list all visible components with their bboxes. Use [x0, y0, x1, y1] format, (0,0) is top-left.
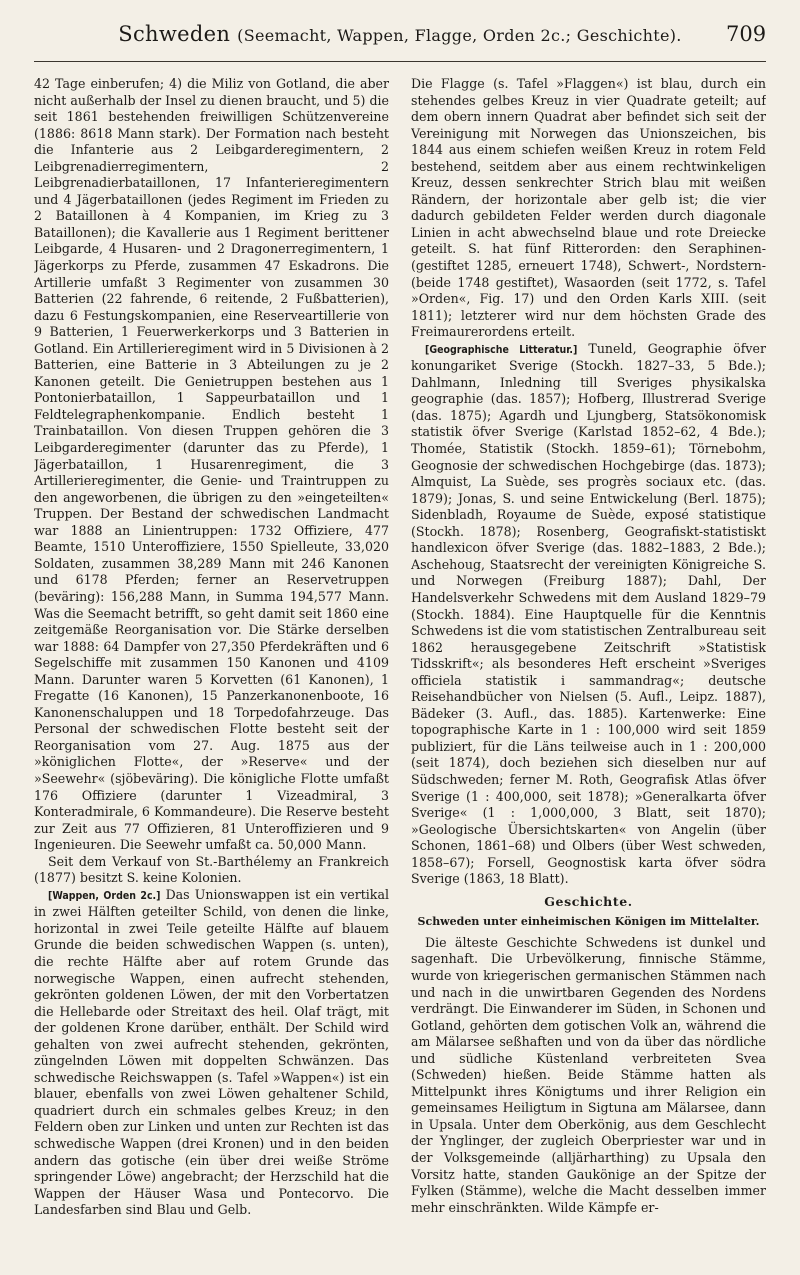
run-in-heading-arms: [Wappen, Orden 2c.] [48, 889, 161, 902]
paragraph-military-forces: 42 Tage einberufen; 4) die Miliz von Gotland, die aber nicht außerhalb der Insel zu dienen braucht, und 5) die seit 1861 bestehenden freiwilligen Schützenvereine (1886: 8618 Mann stark). Der Formation nach besteht die Infanterie aus 2 Leibgarderegimentern, 2 Leibgrenadierregimentern, 2 Leibgrenadierbataillonen, 17 Infanterieregimentern und 4 Jägerbataillonen (jedes Regiment im Frieden zu 2 Bataillonen à 4 Kompanien, im Krieg zu 3 Bataillonen); die Kavallerie aus 1 Regiment berittener Leibgarde, 4 Husaren- und 2 Dragonerregimentern, 1 Jägerkorps zu Pferde, zusammen 47 Eskadrons. Die Artillerie umfaßt 3 Regimenter von zusammen 30 Batterien (22 fahrende, 6 reitende, 2 Fußbatterien), dazu 6 Festungskompanien, eine Reserveartillerie von 9 Batterien, 1 Feuerwerkerkorps und 3 Batterien in Gotland. Ein Artillerieregiment wird in 5 Divisionen à 2 Batterien, eine Batterie in 3 Abteilungen zu je 2 Kanonen geteilt. Die Genietruppen bestehen aus 1 Pontonierbataillon, 1 Sappeurbataillon und 1 Feldtelegraphenkompanie. Endlich besteht 1 Trainbataillon. Von diesen Truppen gehören die 3 Leibgarderegimenter (darunter das zu Pferde), 1 Jägerbataillon, 1 Husarenregiment, die 3 Artillerieregimenter, die Genie- und Traintruppen zu den angeworbenen, die übrigen zu den »eingeteilten« Truppen. Der Bestand der schwedischen Landmacht war 1888 an Linientruppen: 1732 Offiziere, 477 Beamte, 1510 Unteroffiziere, 1550 Spielleute, 33,020 Soldaten, zusammen 38,289 Mann mit 246 Kanonen und 6178 Pferden; ferner an Reservetruppen (beväring): 156,288 Mann, in Summa 194,577 Mann. Was die Seemacht betrifft, so geht damit seit 1860 eine zeitgemäße Reorganisation vor. Die Stärke derselben war 1888: 64 Dampfer von 27,350 Pferdekräften und 6 Segelschiffe mit zusammen 150 Kanonen und 4109 Mann. Darunter waren 5 Korvetten (61 Kanonen), 1 Fregatte (16 Kanonen), 15 Panzerkanonenboote, 16 Kanonenschaluppen und 18 Torpedofahrzeuge. Das Personal der schwedischen Flotte besteht seit der Reorganisation vom 27. Aug. 1875 aus der »königlichen Flotte«, der »Reserve« und der »Seewehr« (sjöbeväring). Die königliche Flotte umfaßt 176 Offiziere (darunter 1 Vizeadmiral, 3 Konteradmirale, 6 Kommandeure). Die Reserve besteht zur Zeit aus 77 Offizieren, 81 Unteroffizieren und 9 Ingenieuren. Die Seewehr umfaßt ca. 50,000 Mann. [34, 76, 389, 853]
subsection-heading-middle-ages: Schweden unter einheimischen Königen im Mittelalter. [417, 915, 760, 929]
paragraph-coat-of-arms [34, 887, 389, 1219]
page-number: 709 [726, 22, 767, 46]
section-heading-history: Geschichte. [544, 893, 633, 909]
running-title-subtitle: (Seemacht, Wappen, Flagge, Orden 2c.; Geschichte). [237, 26, 682, 45]
run-in-heading-literature: [Geographische Litteratur.] [425, 343, 578, 356]
running-title [74, 22, 726, 46]
paragraph-early-history: Die älteste Geschichte Schwedens ist dunkel und sagenhaft. Die Urbevölkerung, finnische Stämme, wurde von kriegerischen germanischen Stämmen nach und nach in die unwirtbaren Gegenden des Nordens verdrängt. Die Einwanderer im Süden, in Schonen und Gotland, gehörten dem gotischen Volk an, während die am Mälarsee seßhaften und von da über das nördliche und südliche Küstenland verbreiteten Svea (Schweden) hießen. Beide Stämme hatten als Mittelpunkt ihres Königtums und ihrer Religion ein gemeinsames Heiligtum in Sigtuna am Mälarsee, dann in Upsala. Unter dem Oberkönig, aus dem Geschlecht der Ynglinger, der zugleich Oberpriester war und in der Volksgemeinde (alljärharthing) zu Upsala den Vorsitz hatte, standen Gaukönige an der Spitze der Fylken (Stämme), welche die Macht desselben immer mehr einschränkten. Wilde Kämpfe er- [411, 934, 766, 1215]
paragraph-literature-text: Tuneld, Geographie öfver konungariket Sverige (Stockh. 1827–33, 5 Bde.); Dahlmann, Inledning till Sveriges physikalska geographie (das. 1857); Hofberg, Illustrerad Sverige (das. 1875); Agardh und Ljungberg, Statsökonomisk statistik öfver Sverige (Karlstad 1852–62, 4 Bde.); Thomée, Statistik (Stockh. 1859–61); Törnebohm, Geognosie der schwedischen Hochgebirge (das. 1873); Almquist, La Suède, ses progrès sociaux etc. (das. 1879); Jonas, S. und seine Entwickelung (Berl. 1875); Sidenbladh, Royaume de Suède, exposé statistique (Stockh. 1878); Rosenberg, Geografiskt-statistiskt handlexicon öfver Sverige (das. 1882–1883, 2 Bde.); Aschehoug, Staatsrecht der vereinigten Königreiche S. und Norwegen (Freiburg 1887); Dahl, Der Handelsverkehr Schwedens mit dem Ausland 1829–79 (Stockh. 1884). Eine Hauptquelle für die Kenntnis Schwedens ist die vom statistischen Zentralbureau seit 1862 herausgegebene Zeitschrift »Statistisk Tidsskrift«; als besonderes Heft erscheint »Sveriges officiela statistik i sammandrag«; deutsche Reisehandbücher von Nielsen (5. Aufl., Leipz. 1887), Bädeker (3. Aufl., das. 1885). Kartenwerke: Eine topographische Karte in 1 : 100,000 wird seit 1859 publiziert, für die Läns teilweise auch in 1 : 200,000 (seit 1874), doch beziehen sich dieselben nur auf Südschweden; ferner M. Roth, Geografisk Atlas öfver Sverige (1 : 400,000, seit 1878); »Generalkarta öfver Sverige« (1 : 1,000,000, 3 Blatt, seit 1870); »Geologische Übersichtskarten« von Angelin (über Schonen, 1861–68) und Olbers (über West schweden, 1858–67); Forsell, Geognostisk karta öfver södra Sverige (1863, 18 Blatt). [411, 340, 766, 887]
paragraph-literature [411, 341, 766, 888]
text-columns [34, 76, 766, 1256]
running-title-main: Schweden [118, 22, 231, 46]
paragraph-flag-orders: Die Flagge (s. Tafel »Flaggen«) ist blau, durch ein stehendes gelbes Kreuz in vier Quadrate geteilt; auf dem obern innern Quadrat aber befindet sich seit der Vereinigung mit Norwegen das Unionszeichen, bis 1844 aus einem schiefen weißen Kreuz in rotem Feld bestehend, seitdem aber aus einem rechtwinkeligen Kreuz, dessen senkrechter Strich blau mit weißen Rändern, der horizontale aber gelb ist; die vier dadurch gebildeten Felder werden durch diagonale Linien in acht abwechselnd blaue und rote Dreiecke geteilt. S. hat fünf Ritterorden: den Seraphinen- (gestiftet 1285, erneuert 1748), Schwert-, Nordstern- (beide 1748 gestiftet), Wasaorden (seit 1772, s. Tafel »Orden«, Fig. 17) und den Orden Karls XIII. (seit 1811); letzterer wird nur dem höchsten Grade des Freimaurerordens erteilt. [411, 76, 766, 340]
paragraph-coat-of-arms-text: Das Unionswappen ist ein vertikal in zwei Hälften geteilter Schild, von denen die linke, horizontal in zwei Teile geteilte Hälfte auf blauem Grunde die beiden schwedischen Wappen (s. unten), die rechte Hälfte aber auf rotem Grunde das norwegische Wappen, einen aufrecht stehenden, gekrönten goldenen Löwen, der mit den Vorbertatzen die Hellebarde oder Streitaxt des heil. Olaf trägt, mit der goldenen Krone darüber, enthält. Der Schild wird gehalten von zwei aufrecht stehenden, gekrönten, züngelnden Löwen mit doppelten Schwänzen. Das schwedische Reichswappen (s. Tafel »Wappen«) ist ein blauer, ebenfalls von zwei Löwen gehaltener Schild, quadriert durch ein schmales gelbes Kreuz; in den Feldern oben zur Linken und unten zur Rechten ist das schwedische Wappen (drei Kronen) und in den beiden andern das gotische (ein über drei weiße Ströme springender Löwe) angebracht; der Herzschild hat die Wappen der Häuser Wasa und Pontecorvo. Die Landesfarben sind Blau und Gelb. [34, 886, 389, 1218]
running-head [34, 22, 766, 62]
right-column [411, 76, 766, 1256]
left-column [34, 76, 389, 1256]
paragraph-colonies: Seit dem Verkauf von St.-Barthélemy an Frankreich (1877) besitzt S. keine Kolonien. [34, 853, 389, 886]
